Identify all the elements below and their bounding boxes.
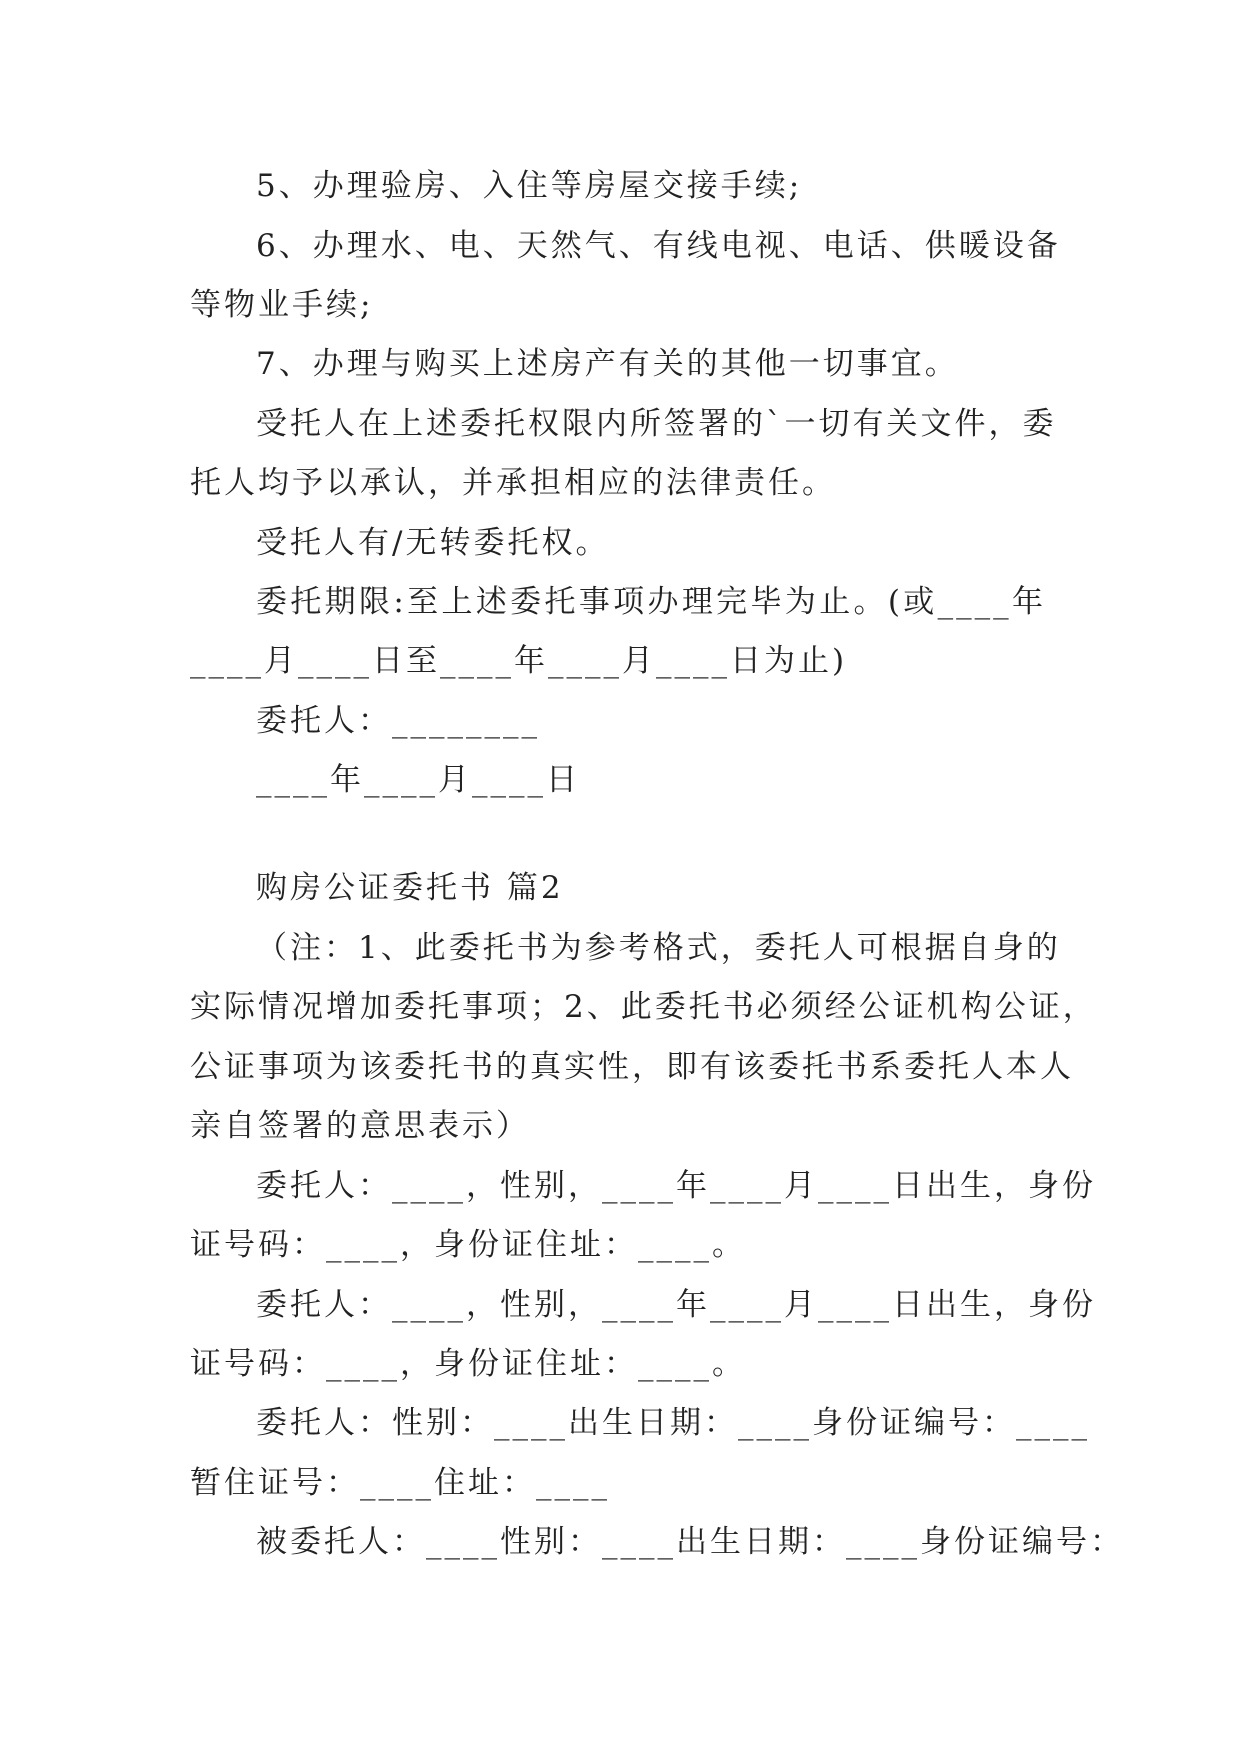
note-paragraph-line-3: 公证事项为该委托书的真实性，即有该委托书系委托人本人 xyxy=(190,1049,1074,1085)
principal-info-2: 委托人：____，性别，____年____月____日出生，身份 xyxy=(256,1287,1096,1323)
principal-info-2-continued: 证号码：____，身份证住址：____。 xyxy=(190,1346,746,1382)
principal-signature-line: 委托人：________ xyxy=(256,703,540,739)
entrustment-period-continued: ____月____日至____年____月____日为止) xyxy=(190,643,848,679)
clause-7: 7、办理与购买上述房产有关的其他一切事宜。 xyxy=(256,346,959,382)
sub-delegation-clause: 受托人有/无转委托权。 xyxy=(256,525,610,561)
section-heading: 购房公证委托书 篇2 xyxy=(256,870,564,906)
note-paragraph: （注：1、此委托书为参考格式，委托人可根据自身的 xyxy=(256,930,1061,966)
authorization-statement: 受托人在上述委托权限内所签署的`一切有关文件，委 xyxy=(256,406,1057,442)
entrustment-period: 委托期限:至上述委托事项办理完毕为止。(或____年 xyxy=(256,584,1046,620)
clause-5: 5、办理验房、入住等房屋交接手续; xyxy=(256,168,803,204)
note-paragraph-line-2: 实际情况增加委托事项；2、此委托书必须经公证机构公证， xyxy=(190,989,1097,1025)
principal-info-1: 委托人：____，性别，____年____月____日出生，身份 xyxy=(256,1168,1096,1204)
note-paragraph-line-4: 亲自签署的意思表示） xyxy=(190,1108,530,1144)
signature-date-line: ____年____月____日 xyxy=(256,762,580,798)
clause-6-continued: 等物业手续; xyxy=(190,287,374,323)
authorization-statement-continued: 托人均予以承认，并承担相应的法律责任。 xyxy=(190,465,836,501)
principal-info-3-continued: 暂住证号：____住址：____ xyxy=(190,1465,610,1501)
principal-info-3: 委托人：性别：____出生日期：____身份证编号：____ xyxy=(256,1405,1090,1441)
agent-info: 被委托人：____性别：____出生日期：____身份证编号： xyxy=(256,1524,1124,1560)
clause-6: 6、办理水、电、天然气、有线电视、电话、供暖设备 xyxy=(256,228,1061,264)
principal-info-1-continued: 证号码：____，身份证住址：____。 xyxy=(190,1227,746,1263)
